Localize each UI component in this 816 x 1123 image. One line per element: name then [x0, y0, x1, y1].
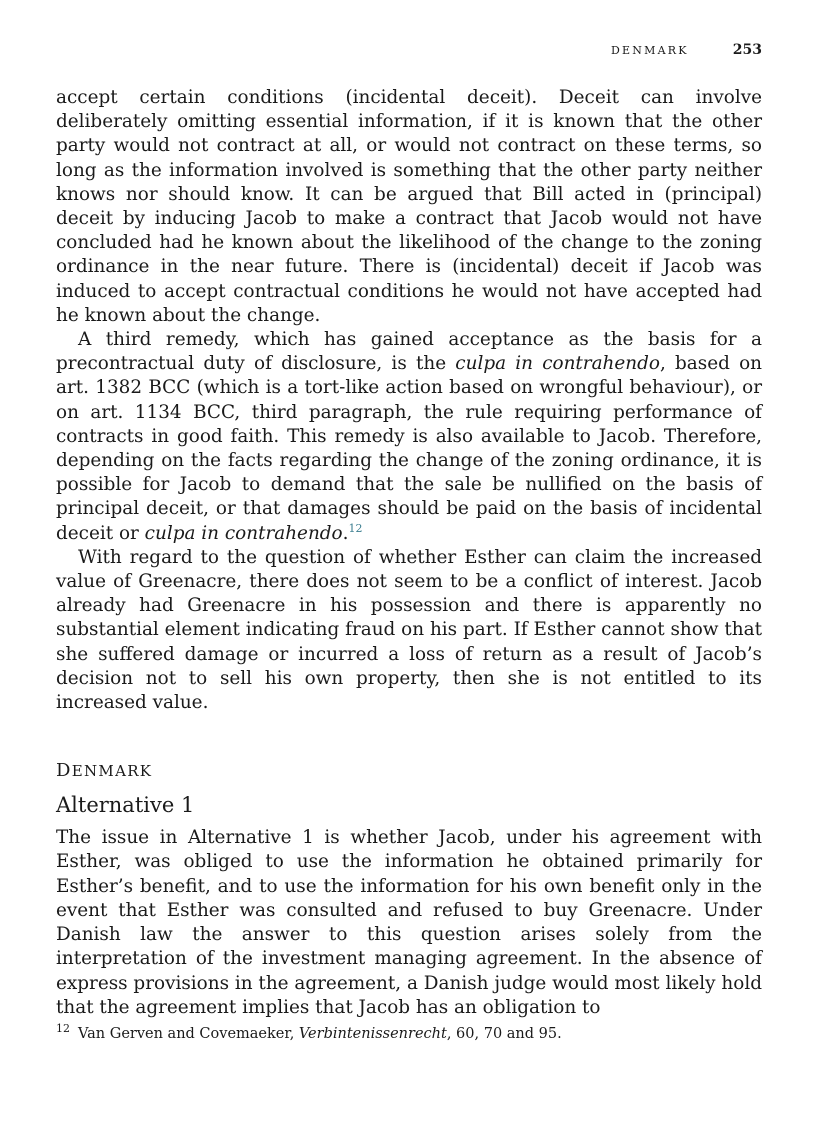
- section-heading: [56, 760, 762, 781]
- paragraph-3: With regard to the question of whether Esther can claim the increased value of Greenacre, there does not seem to be a conflict of interest. Jacob already had Greenacre in his possession and there is apparently no substantial element indicating fraud on his part. If Esther cannot show that she suffered damage or incurred a loss of return as a result of Jacob’s decision not to sell his own property, then she is not entitled to its increased value.: [56, 546, 762, 714]
- body-text: [56, 86, 762, 1020]
- paragraph-4: The issue in Alternative 1 is whether Jacob, under his agreement with Esther, was obliged to use the information he obtained primarily for Esther’s benefit, and to use the information for his own benefit only in the event that Esther was consulted and refused to buy Greenacre. Under Danish law the answer to this question arises solely from the interpretation of the investment managing agreement. In the absence of express provisions in the agreement, a Danish judge would most likely hold that the agreement implies that Jacob has an obligation to: [56, 827, 762, 1018]
- paragraph-2: [56, 328, 762, 546]
- footnote-reference[interactable]: 12: [348, 521, 363, 535]
- running-title: DENMARK: [611, 44, 689, 57]
- footnote: [56, 1024, 762, 1044]
- footnote-mark: 12: [56, 1022, 70, 1036]
- section-heading-cap: D: [56, 760, 72, 782]
- footnote-italic: Verbintenissenrecht: [298, 1026, 447, 1042]
- paragraph-2-text-b: , based on art. 1382 BCC (which is a tort-like action based on wrongful behaviour), or on art. 1134 BCC, third paragraph, the rule requiring performance of contracts in good faith. This remedy is also available to Jacob. Therefore, depending on the facts regarding the change of the zoning ordinance, it is possible for Jacob to demand that the sale be nullified on the basis of principal deceit, or that damages should be paid on the basis of incidental deceit or: [56, 353, 762, 544]
- paragraph-2-text-c: .: [342, 522, 349, 544]
- running-header: [56, 42, 762, 58]
- paragraph-1: accept certain conditions (incidental deceit). Deceit can involve deliberately omitting essential information, if it is known that the other party would not contract at all, or would not contract on these terms, so long as the information involved is something that the other party neither knows nor should know. It can be argued that Bill acted in (principal) deceit by inducing Jacob to make a contract that Jacob would not have concluded had he known about the likelihood of the change to the zoning ordinance in the near future. There is (incidental) deceit if Jacob was induced to accept contractual conditions he would not have accepted had he known about the change.: [56, 87, 762, 326]
- paragraph-2-italic-1: culpa in contrahendo: [455, 353, 660, 375]
- page-number: 253: [732, 42, 762, 58]
- section-heading-rest: ENMARK: [71, 762, 153, 781]
- paragraph-2-italic-2: culpa in contrahendo: [144, 522, 343, 544]
- footnote-text-b: , 60, 70 and 95.: [446, 1026, 562, 1042]
- footnote-text-a: Van Gerven and Covemaeker,: [78, 1026, 299, 1042]
- paragraph-2-text-a: A third remedy, which has gained acceptance as the basis for a precontractual duty of disclosure, is the: [56, 329, 762, 375]
- subsection-heading: Alternative 1: [56, 793, 195, 818]
